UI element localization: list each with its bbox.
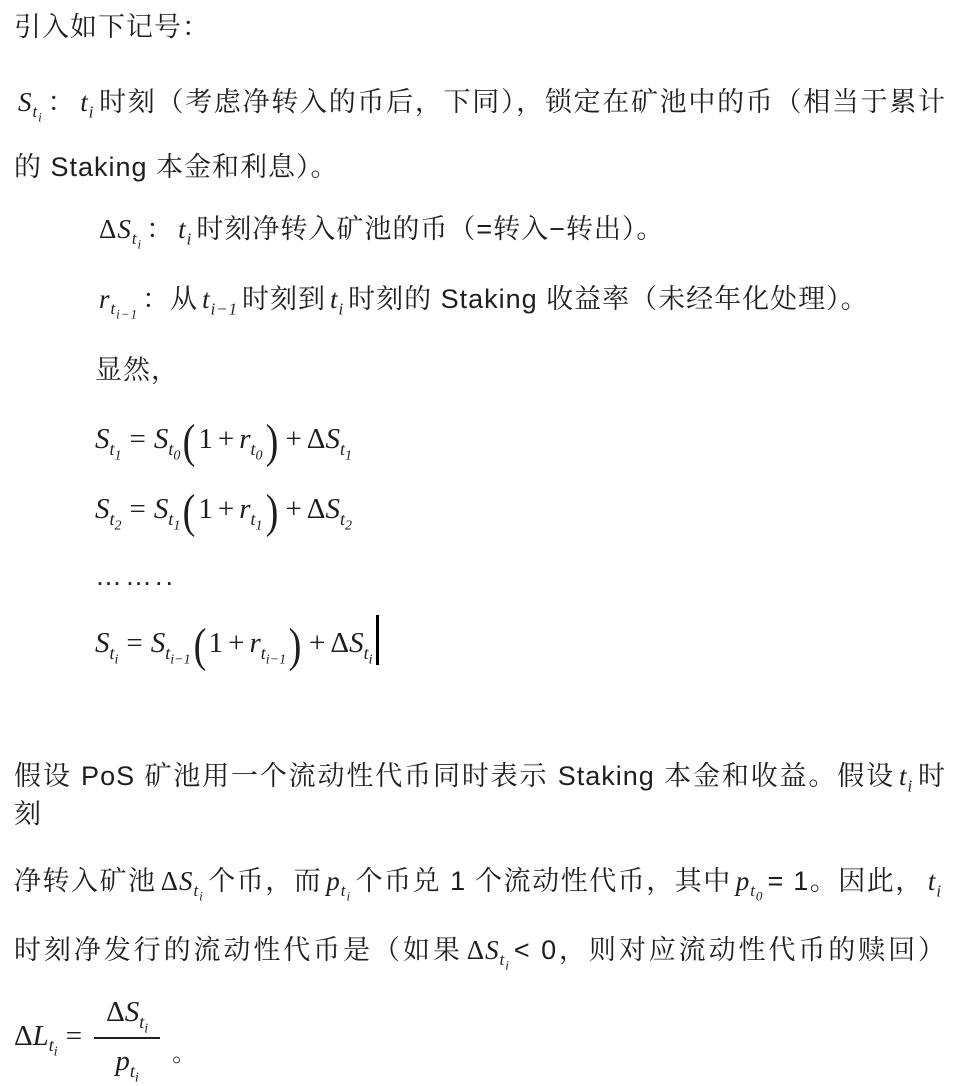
math-subsub: i [505, 957, 510, 973]
math-sub-var: t [499, 950, 506, 970]
math-subsub: i [144, 1021, 149, 1037]
plus-operator: + [217, 423, 235, 455]
obviously-text: 显然， [95, 355, 179, 385]
math-deltaS-ti [466, 935, 510, 973]
equals-operator: = [65, 1019, 83, 1052]
math-sub-var: t [32, 102, 39, 122]
paragraph-text: 时刻净发行的流动性代币是（如果 [14, 935, 463, 965]
delta-s-definition-text: 时刻净转入矿池的币（=转入−转出）。 [196, 214, 665, 244]
math-var: S [178, 866, 194, 896]
plus-operator: + [285, 493, 302, 525]
math-var: S [325, 493, 340, 525]
delta-s-definition-line [95, 212, 946, 252]
math-var: S [325, 423, 340, 455]
s-definition-line-1 [14, 85, 947, 125]
math-subsub: i [53, 1045, 58, 1061]
math-var: S [117, 214, 132, 244]
math-sub-var: t [139, 1011, 145, 1032]
equation-s-ti: $S_{t_i}= S_{t_{i-1}}(1 + r_{t_{i-1}}) + \Delta S_{t_i}$ [95, 615, 946, 671]
math-t-i [80, 87, 95, 122]
math-deltaL-ti [14, 1019, 58, 1061]
math-var: S [150, 627, 166, 659]
math-sub-var: t [339, 438, 345, 459]
obviously-line [95, 353, 946, 387]
equation-s-t1: $S_{t_1}= S_{t_0}(1 + r_{t_0}) + \Delta S_{t_1}$ [95, 414, 352, 468]
delta-symbol: Δ [306, 493, 326, 525]
math-sub-var: t [363, 642, 369, 663]
s-definition-text-2: 的 Staking 本金和利息）。 [14, 152, 339, 182]
delta-symbol: Δ [99, 214, 118, 244]
math-var: p [735, 866, 751, 896]
math-sub-var: t [339, 508, 345, 529]
math-var: t [80, 87, 89, 117]
math-sub-var: t [168, 508, 174, 529]
s-definition-text: 时刻（考虑净转入的币后，下同），锁定在矿池中的币（相当于累计 [98, 87, 947, 117]
math-var: S [18, 87, 33, 117]
ellipsis-text: …….. [95, 561, 177, 591]
assumption-paragraph-line-2 [14, 862, 946, 904]
math-var: S [153, 423, 169, 455]
math-var: t [927, 866, 937, 896]
math-sub-var: t [193, 881, 200, 901]
math-subsub: 0 [755, 888, 764, 904]
equals-operator: = [126, 627, 143, 659]
math-t-i-1 [202, 284, 238, 319]
math-var: t [329, 284, 339, 314]
math-var: t [202, 284, 211, 314]
math-t-i [898, 761, 914, 796]
math-sub: i [907, 776, 914, 796]
math-subsub: 1 [173, 518, 181, 534]
fraction-numerator [94, 994, 160, 1039]
math-subsub: 2 [344, 518, 352, 534]
paragraph-text: = 1。因此， [767, 866, 924, 896]
math-sub-var: t [109, 508, 115, 529]
math-var: p [326, 866, 341, 896]
math-subsub: i [38, 109, 43, 125]
paragraph-text: 时刻 [14, 761, 946, 829]
math-subsub: i [114, 652, 119, 668]
colon: ： [146, 214, 175, 244]
r-definition-text-2: 时刻到 [241, 284, 326, 314]
paragraph-text: 净转入矿池 [14, 866, 157, 896]
math-var: t [898, 761, 908, 791]
math-subsub: i−1 [265, 652, 287, 668]
math-var: r [239, 493, 251, 525]
math-var: S [124, 996, 140, 1028]
paragraph-text: < 0，则对应流动性代币的赎回） [513, 935, 946, 965]
equation-s-t2: $S_{t_2}= S_{t_1}(1 + r_{t_1}) + \Delta S_{t_2}$ [95, 484, 352, 538]
intro-line [14, 10, 946, 44]
period: 。 [172, 1039, 197, 1067]
s-definition-line-2 [14, 150, 946, 184]
math-var: r [239, 423, 251, 455]
math-sub: i [338, 299, 345, 319]
r-definition-text-3: 时刻的 Staking 收益率（未经年化处理）。 [348, 284, 869, 314]
r-definition-text-1: 从 [170, 284, 199, 314]
math-p-ti [326, 866, 352, 904]
fraction-denominator [115, 1039, 139, 1086]
math-sub: i [88, 102, 95, 122]
math-var: p [115, 1045, 130, 1078]
math-sub-var: t [340, 881, 347, 901]
math-var: r [249, 627, 261, 659]
plus-operator: + [217, 493, 235, 525]
math-sub-var: t [109, 438, 115, 459]
math-sub-var: t [750, 881, 756, 901]
math-sub-var: t [48, 1035, 54, 1056]
math-var: S [95, 493, 110, 525]
math-r-ti-1 [99, 284, 139, 322]
r-definition-line [95, 282, 946, 322]
math-sub-var: t [110, 299, 117, 319]
delta-symbol: Δ [330, 627, 350, 659]
colon: ： [46, 87, 77, 117]
equals-operator: = [129, 423, 146, 455]
math-subsub: 1 [344, 448, 352, 464]
fraction [94, 994, 160, 1086]
math-sub: i [936, 881, 942, 901]
math-number: 1 [198, 423, 213, 455]
delta-symbol: Δ [466, 935, 486, 965]
math-sub: i−1 [210, 299, 238, 319]
plus-operator: + [309, 627, 326, 659]
math-var: t [178, 214, 187, 244]
math-subsub: i [368, 652, 373, 668]
math-subsub: i−1 [170, 652, 191, 668]
math-t-i [178, 214, 193, 249]
math-deltaS-ti [99, 214, 143, 252]
assumption-paragraph-line-1 [14, 757, 946, 833]
math-subsub: i [346, 888, 352, 904]
math-var: S [153, 493, 169, 525]
math-number: 1 [208, 627, 224, 659]
math-var: S [349, 627, 364, 659]
math-subsub: i [199, 888, 204, 904]
equation-delta-l [14, 994, 946, 1086]
math-sub-var: t [260, 642, 266, 663]
math-sub-var: t [250, 508, 256, 529]
paragraph-text: 个币，而 [207, 866, 323, 896]
math-subsub: i [137, 236, 143, 252]
math-subsub: i−1 [116, 306, 139, 322]
math-sub-var: t [165, 642, 171, 663]
delta-symbol: Δ [306, 423, 326, 455]
equals-operator: = [129, 493, 146, 525]
math-subsub: i [134, 1070, 139, 1086]
math-sub-var: t [168, 438, 174, 459]
paragraph-text: 假设 PoS 矿池用一个流动性代币同时表示 Staking 本金和收益。假设 [14, 761, 895, 791]
paragraph-text: 个币兑 1 个流动性代币，其中 [355, 866, 732, 896]
delta-symbol: Δ [160, 866, 179, 896]
text-cursor [376, 615, 379, 665]
math-S-ti [18, 87, 43, 125]
assumption-paragraph-line-3 [14, 931, 946, 973]
intro-text: 引入如下记号： [14, 12, 210, 42]
math-subsub: 0 [255, 448, 263, 464]
math-sub-var: t [131, 229, 138, 249]
math-t-i [329, 284, 345, 319]
math-subsub: 1 [114, 448, 122, 464]
colon: ： [142, 284, 171, 314]
ellipsis-line [95, 559, 946, 593]
math-t-i [927, 866, 942, 901]
delta-symbol: Δ [106, 996, 125, 1028]
math-subsub: 0 [173, 448, 181, 464]
math-var: S [485, 935, 500, 965]
math-subsub: 1 [255, 518, 263, 534]
math-sub-var: t [250, 438, 256, 459]
math-var: L [32, 1019, 49, 1052]
math-sub-var: t [129, 1061, 135, 1082]
math-var: S [95, 627, 110, 659]
math-subsub: 2 [114, 518, 122, 534]
math-sub: i [186, 229, 193, 249]
math-number: 1 [198, 493, 213, 525]
plus-operator: + [285, 423, 302, 455]
math-var: r [99, 284, 111, 314]
plus-operator: + [228, 627, 245, 659]
math-sub-var: t [109, 642, 115, 663]
math-deltaS-ti [160, 866, 204, 904]
math-p-t0 [735, 866, 764, 904]
delta-symbol: Δ [14, 1019, 33, 1052]
math-var: S [95, 423, 110, 455]
